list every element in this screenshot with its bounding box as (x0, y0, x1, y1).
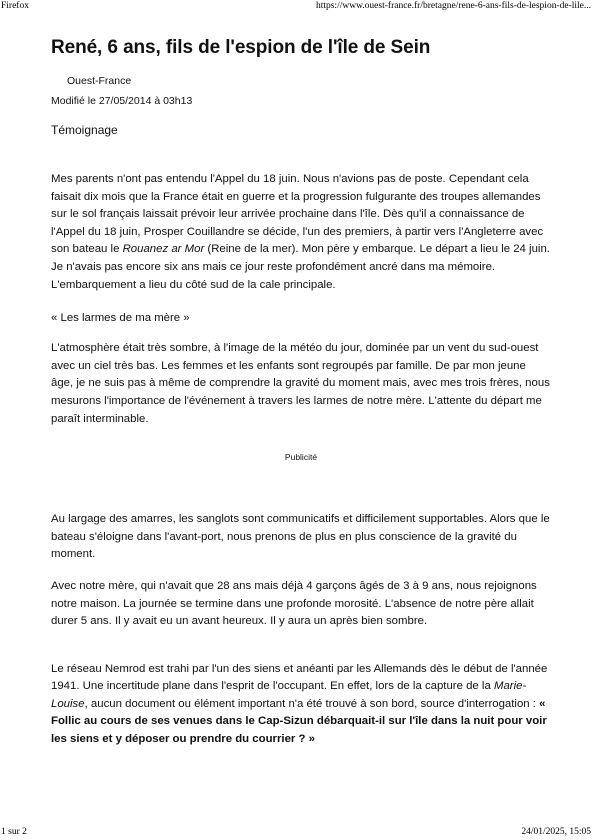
paragraph-2: L'atmosphère était très sombre, à l'image de la météo du jour, dominée par un vent du sud-ouest avec un ciel très bas. Les femmes et les enfants sont regroupés par famille. De par mon jeune âge, je ne suis pas à même de comprendre la gravité du moment mais, avec mes trois frères, nous mesurons l'importance de l'événement à travers les larmes de notre mère. L'attente du départ me paraît interminable. (51, 342, 550, 425)
paragraph-4: Avec notre mère, qui n'avait que 28 ans mais déjà 4 garçons âgés de 3 à 9 ans, nous rejoignons notre maison. La journée se termine dans une profonde morosité. L'absence de notre père allait durer 5 ans. Il y avait eu un avant heureux. Il y aura un après bien sombre. (51, 579, 537, 628)
print-header (0, 0, 594, 14)
browser-name: Firefox (1, 1, 29, 11)
advertisement-label: Publicité (284, 452, 318, 463)
paragraph-3: Au largage des amarres, les sanglots sont communicatifs et difficilement supportables. Alors que le bateau s'éloigne dans l'avant-port, nous prenons de plus en plus conscience de la gravité du moment. (51, 513, 550, 561)
article-kicker: Témoignage (51, 123, 118, 137)
paragraph-1: Mes parents n'ont pas entendu l'Appel du 18 juin. Nous n'avions pas de poste. Cependant cela faisait dix mois que la France était en guerre et la progression fulgurante des troupes allemandes sur le sol français laissait prévoir leur arrivée prochaine dans l'île. Dès qu'il a connaissance de l'Appel du 18 juin, Prosper Couillandre se décide, l'un des premiers, à partir vers l'Angleterre avec son bateau le Rouanez ar Mor (Reine de la mer). Mon père y embarque. Le départ a lieu le 24 juin. Je n'avais pas encore six ans mais ce jour reste profondément ancré dans ma mémoire. L'embarquement a lieu du côté sud de la cale principale. (51, 173, 550, 291)
article-source: Ouest-France (67, 75, 132, 87)
bold-quote: « Follic au cours de ses venues dans le Cap-Sizun débarquait-il sur l'île dans la nuit pour voir les siens et y déposer ou prendre du courrier ? » (51, 697, 547, 746)
page-number: 1 sur 2 (1, 827, 27, 837)
modified-date: Modifié le 27/05/2014 à 03h13 (51, 95, 193, 107)
boat-name: Marie-Louise (51, 680, 527, 710)
section-subheading: « Les larmes de ma mère » (51, 312, 190, 325)
paragraph-5: Le réseau Nemrod est trahi par l'un des siens et anéanti par les Allemands dès le début de l'année 1941. Une incertitude plane dans l'esprit de l'occupant. En effet, lors de la capture de la Marie-Louise, aucun document ou élément important n'a été trouvé à son bord, source d'interrogation : « Follic au cours de ses venues dans le Cap-Sizun débarquait-il sur l'île dans la nuit pour voir les siens et y déposer ou prendre du courrier ? » (51, 662, 548, 746)
boat-name: Rouanez ar Mor (122, 243, 205, 256)
print-datetime: 24/01/2025, 15:05 (521, 827, 591, 837)
page-url[interactable]: https://www.ouest-france.fr/bretagne/rene-6-ans-fils-de-lespion-de-lile... (315, 1, 591, 11)
print-footer (0, 826, 594, 840)
article-title: René, 6 ans, fils de l'espion de l'île de Sein (51, 37, 431, 58)
article (51, 36, 551, 749)
